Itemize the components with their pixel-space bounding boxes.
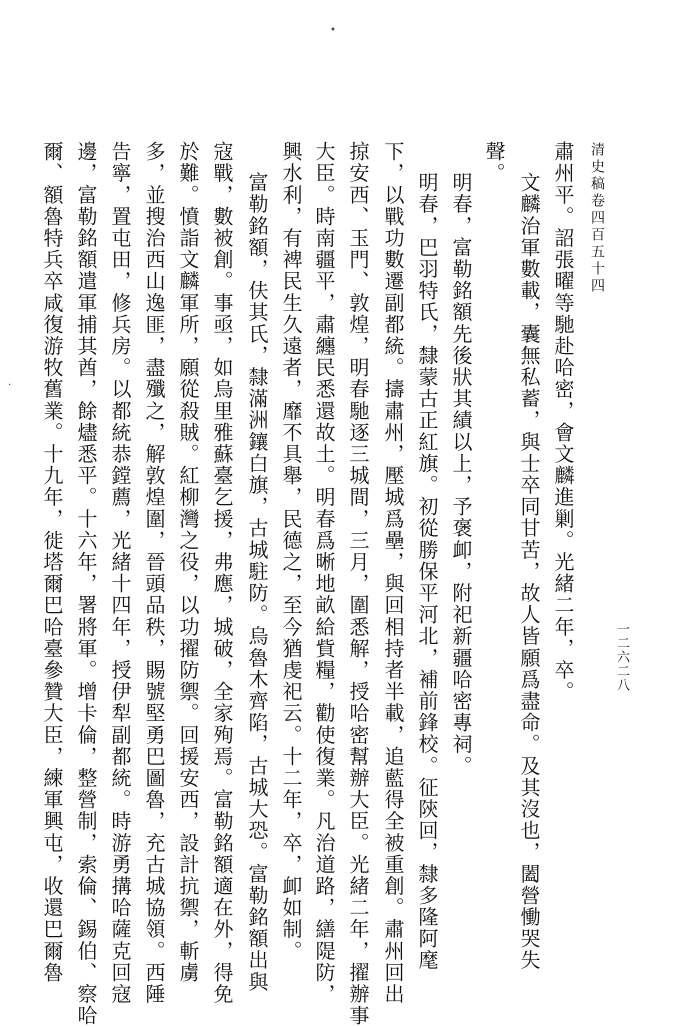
text-column: 肅州平。詔張曜等馳赴哈密，會文麟進剿。光緒二年，卒。 [551, 141, 575, 703]
text-column: 明春，富勒銘額先後狀其績以上，予褒卹，附祀新疆哈密專祠。 [449, 172, 473, 777]
text-column: 於難。憤詣文麟軍所，願從殺賊。紅柳灣之役，以功擢防禦。回援安西，設計抗禦，斬虜 [176, 141, 200, 984]
text-column: 寇戰，數被創。事亟，如烏里雅蘇臺乞援，弗應，城破，全家殉焉。富勒銘額適在外，得免 [210, 141, 234, 1005]
scan-speck: • [330, 25, 336, 36]
text-column: 聲。 [482, 141, 506, 185]
scan-speck: · [8, 380, 12, 391]
text-column: 大臣。時南疆平，肅纏民悉還故土。明春爲晰地畝給貲糧，勸使復業。凡治道路，繕隄防， [312, 141, 336, 1005]
text-column: 多，並搜治西山逸匪，盡殲之，解敦煌圍，晉頭品秩，賜號堅勇巴圖魯，充古城協領。西陲 [142, 141, 166, 1005]
text-column: 邊，富勒銘額遣軍捕其酋，餘燼悉平。十六年，署將軍。增卡倫，整營制，索倫、錫伯、察哈 [74, 141, 98, 1027]
page-number: 一二六二八 [614, 622, 629, 692]
text-column: 爾、額魯特兵卒咸復游牧舊業。十九年，徙塔爾巴哈臺參贊大臣，練軍興屯，收還巴爾魯 [40, 141, 64, 984]
text-column: 興水利，有裨民生久遠者，靡不具舉，民德之，至今猶虔祀云。十二年，卒，卹如制。 [279, 141, 303, 962]
text-column: 文麟治軍數載，囊無私蓄，與士卒同甘苦，故人皆願爲盡命。及其沒也，闔營慟哭失 [517, 172, 541, 972]
text-column: 下，以戰功數遷副都統。擣肅州，壓城爲壘，與回相持者半載，追藍得全被重創。肅州回出 [381, 141, 405, 1005]
text-column: 明春，巴羽特氏，隸蒙古正紅旗。初從勝保平河北，補前鋒校。征陝回，隸多隆阿麾 [415, 172, 439, 972]
page-header: 清史稿卷四百五十四 [589, 142, 605, 295]
text-column: 富勒銘額，伕其氏，隸滿洲鑲白旗，古城駐防。烏魯木齊陷，古城大恐。富勒銘額出與 [245, 172, 269, 993]
text-column: 告寧，置屯田，修兵房。以都統恭鏜薦，光緒十四年，授伊犁副都統。時游勇搆哈薩克回寇 [108, 141, 132, 1005]
text-column: 掠安西、玉門、敦煌，明春馳逐三城間，三月，圍悉解，授哈密幫辦大臣。光緒二年，擢辦事 [346, 141, 370, 1027]
